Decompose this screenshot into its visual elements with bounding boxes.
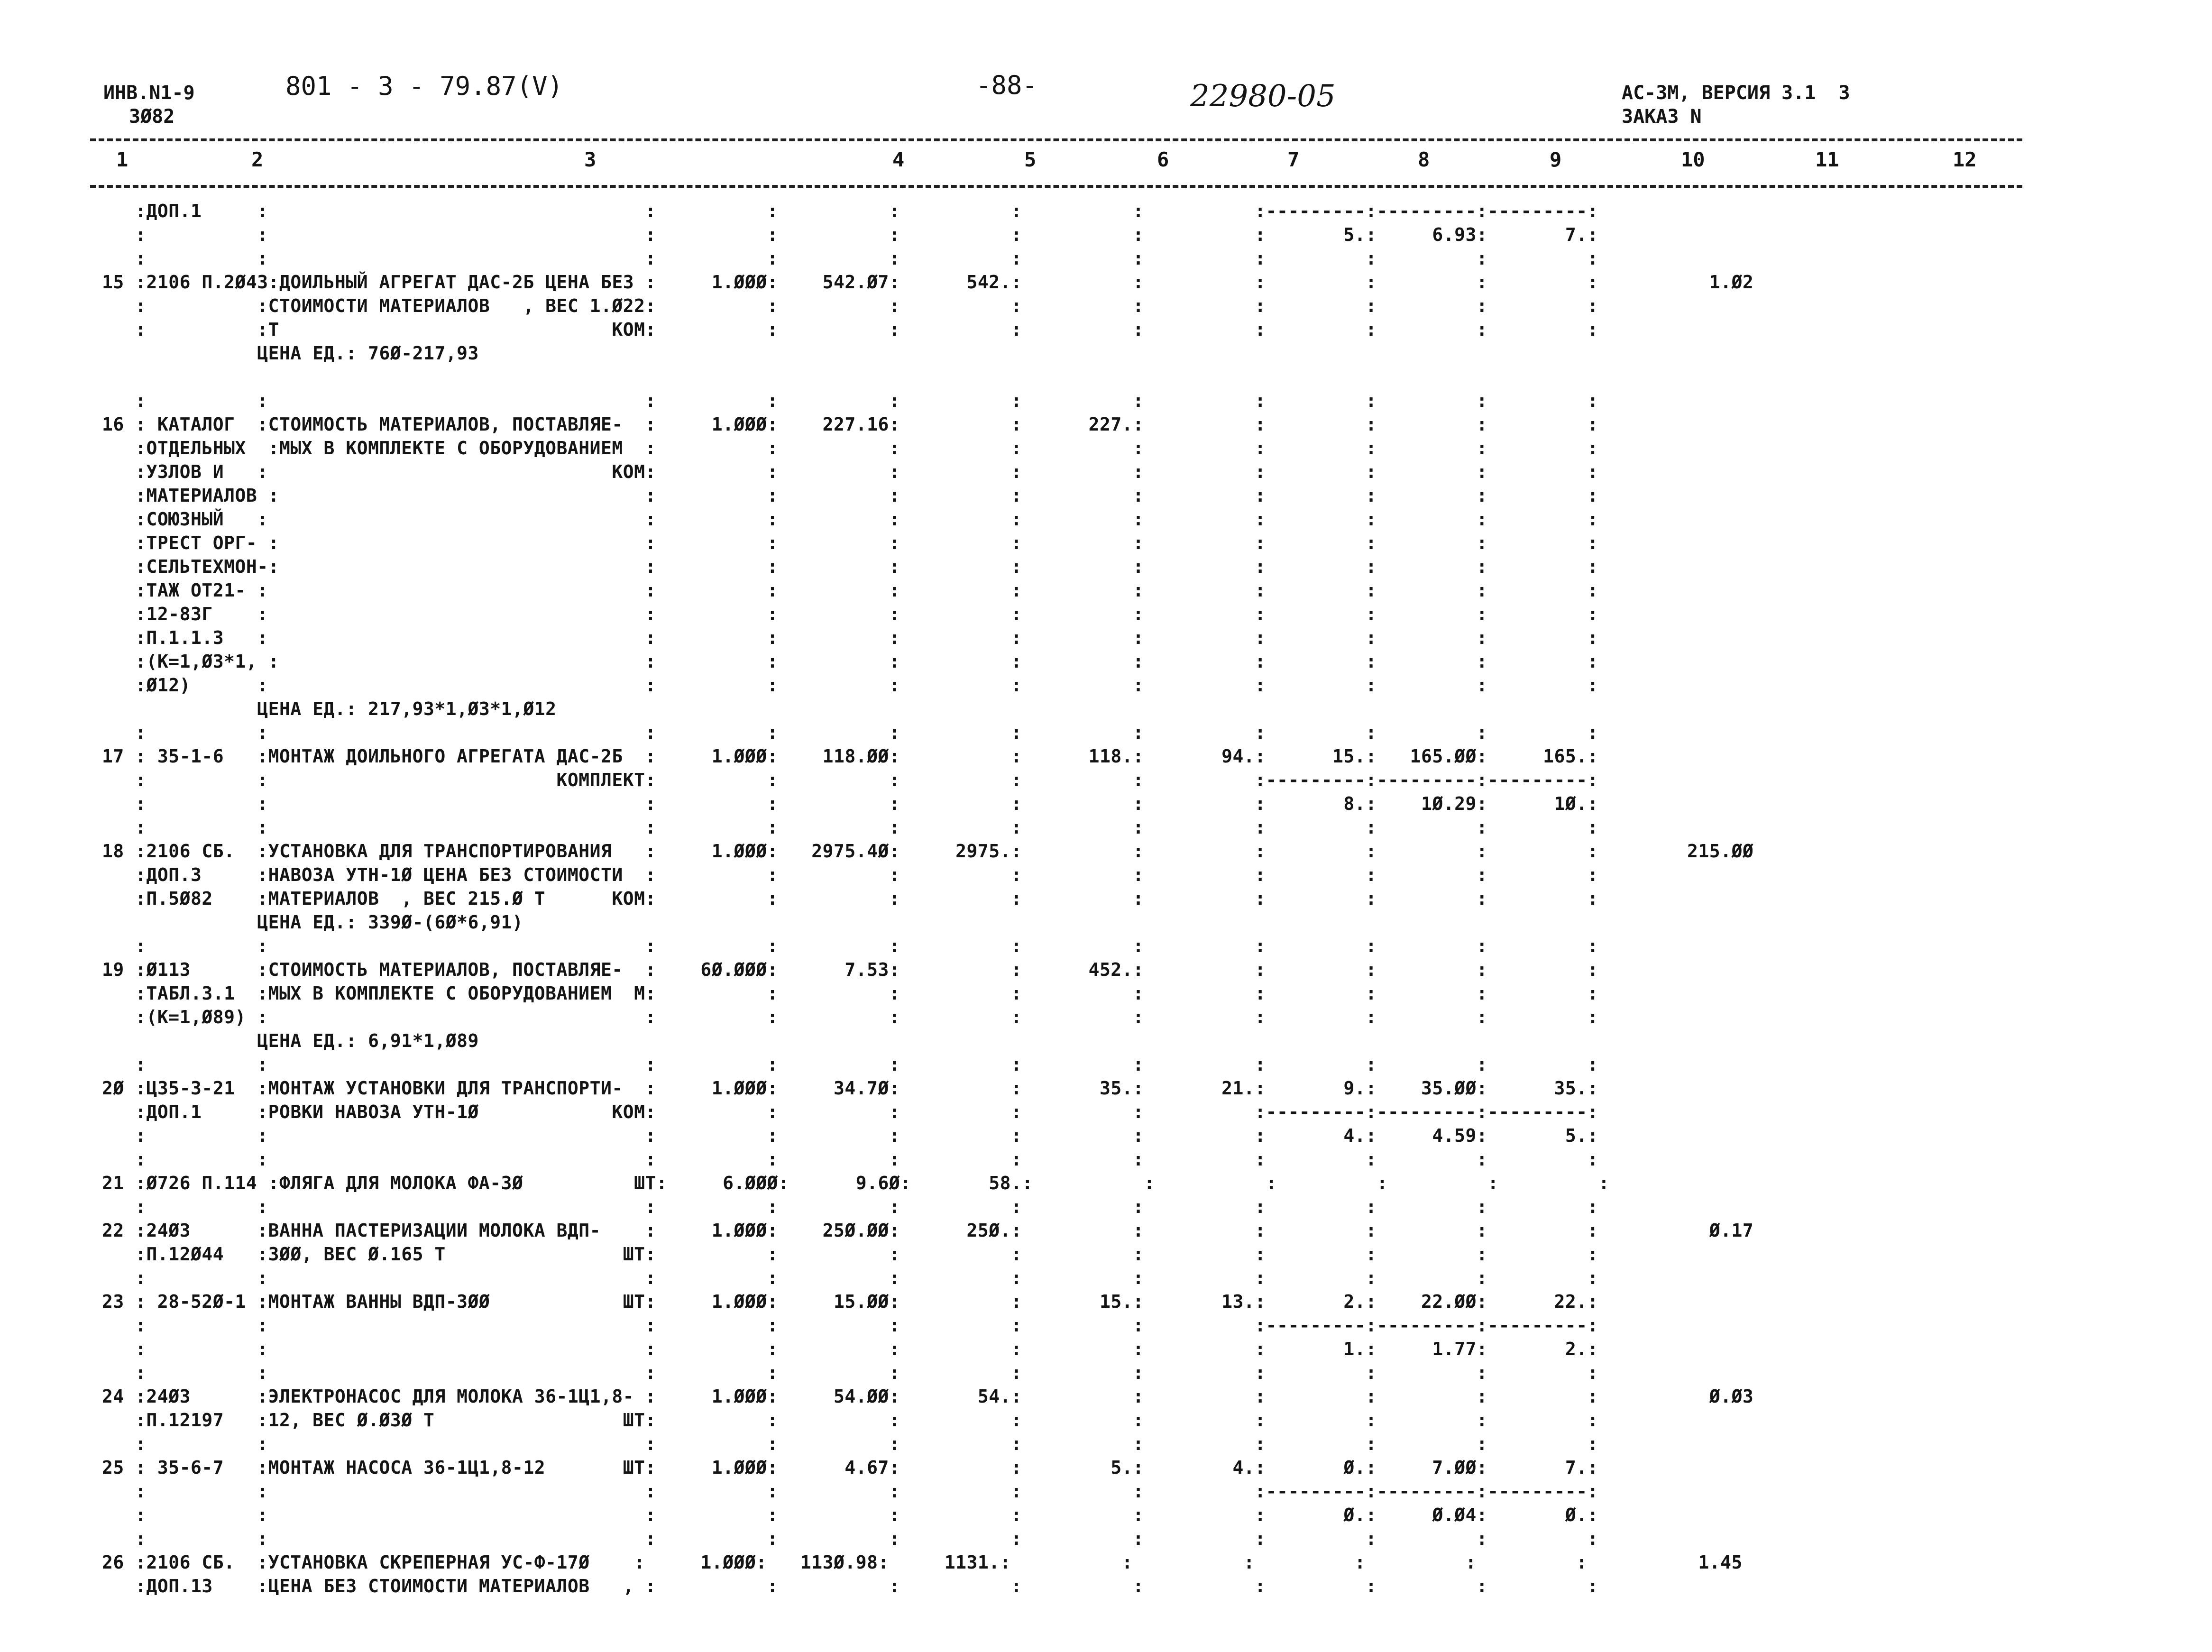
table-line: : : : : : : : : : : :: [102, 817, 1599, 838]
table-line: ЦЕНА ЕД.: 339Ø-(6Ø*6,91): [102, 912, 523, 933]
table-line: ЦЕНА ЕД.: 217,93*1,Ø3*1,Ø12: [102, 698, 557, 719]
table-line: : : : : : : : : 1.: 1.77: 2.:: [102, 1339, 1599, 1359]
table-line: :ТАЖ ОТ21- : : : : : : : : : :: [102, 580, 1599, 601]
table-line: : : : : : : : : 8.: 1Ø.29: 1Ø.:: [102, 793, 1599, 814]
table-line: 15 :2106 П.2Ø43:ДОИЛЬНЫЙ АГРЕГАТ ДАС-2Б ЦЕНА БЕЗ : 1.ØØØ: 542.Ø7: 542.: : : : : : 1.Ø2: [102, 272, 1754, 293]
table-line: :П.12Ø44 :3ØØ, ВЕС Ø.165 Т ШТ: : : : : : : : :: [102, 1244, 1599, 1265]
table-line: :ДОП.13 :ЦЕНА БЕЗ СТОИМОСТИ МАТЕРИАЛОВ , : : : : : : : : :: [102, 1576, 1599, 1597]
table-line: : : : : : : : : : : :: [102, 248, 1599, 269]
table-line: : : : : : : : : : : :: [102, 1528, 1599, 1549]
table-line: :МАТЕРИАЛОВ : : : : : : : : : :: [102, 485, 1599, 506]
table-line: : : : : : : : : 5.: 6.93: 7.:: [102, 224, 1599, 245]
table-line: 25 : 35-6-7 :МОНТАЖ НАСОСА 36-1Ц1,8-12 ШТ: 1.ØØØ: 4.67: : 5.: 4.: Ø.: 7.ØØ: 7.:: [102, 1457, 1599, 1478]
table-line: :ТАБЛ.3.1 :МЫХ В КОМПЛЕКТЕ С ОБОРУДОВАНИЕМ М: : : : : : : : :: [102, 983, 1599, 1004]
column-number: 12: [1953, 148, 1977, 171]
table-line: 22 :24Ø3 :ВАННА ПАСТЕРИЗАЦИИ МОЛОКА ВДП- : 1.ØØØ: 25Ø.ØØ: 25Ø.: : : : : : Ø.17: [102, 1220, 1754, 1241]
table-line: 18 :2106 СБ. :УСТАНОВКА ДЛЯ ТРАНСПОРТИРОВАНИЯ : 1.ØØØ: 2975.4Ø: 2975.: : : : : : 215.ØØ: [102, 841, 1754, 862]
column-number: 10: [1681, 148, 1705, 171]
top-rule: [90, 138, 2022, 141]
table-line: ЦЕНА ЕД.: 6,91*1,Ø89: [102, 1030, 479, 1051]
table-line: ЦЕНА ЕД.: 76Ø-217,93: [102, 343, 479, 364]
table-line: : : : : : : : : : : :: [102, 390, 1599, 411]
table-line: :ДОП.1 : : : : : : :---------:---------:---------:: [102, 201, 1599, 221]
table-line: : : : : : : : : : : :: [102, 936, 1599, 956]
table-line: :П.1.1.3 : : : : : : : : : :: [102, 627, 1599, 648]
table-line: : : : : : : : : : : :: [102, 722, 1599, 743]
table-line: 16 : КАТАЛОГ :СТОИМОСТЬ МАТЕРИАЛОВ, ПОСТАВЛЯЕ- : 1.ØØØ: 227.16: : 227.: : : : :: [102, 414, 1599, 435]
table-line: :(К=1,Ø3*1, : : : : : : : : : :: [102, 651, 1599, 672]
header-rule: [90, 185, 2022, 188]
column-number: 8: [1418, 148, 1430, 171]
column-number: 9: [1550, 148, 1562, 171]
program-version: АС-3М, ВЕРСИЯ 3.1 3: [1622, 82, 1850, 104]
table-line: : : : : : : : : : : :: [102, 1267, 1599, 1288]
table-line: :(К=1,Ø89) : : : : : : : : : :: [102, 1007, 1599, 1028]
column-number: 2: [251, 148, 264, 171]
table-line: : : : : : : : : : : :: [102, 1433, 1599, 1454]
table-line: : :СТОИМОСТИ МАТЕРИАЛОВ , ВЕС 1.Ø22: : : : : : : : :: [102, 295, 1599, 316]
table-line: : : : : : : : : 4.: 4.59: 5.:: [102, 1125, 1599, 1146]
table-line: 26 :2106 СБ. :УСТАНОВКА СКРЕПЕРНАЯ УС-Ф-17Ø : 1.ØØØ: 113Ø.98: 1131.: : : : : : 1.45: [102, 1552, 1743, 1573]
table-line: :ДОП.3 :НАВОЗА УТН-1Ø ЦЕНА БЕЗ СТОИМОСТИ : : : : : : : : :: [102, 864, 1599, 885]
inventory-number: 3Ø82: [129, 106, 175, 128]
table-line: 23 : 28-52Ø-1 :МОНТАЖ ВАННЫ ВДП-3ØØ ШТ: 1.ØØØ: 15.ØØ: : 15.: 13.: 2.: 22.ØØ: 22.:: [102, 1291, 1599, 1312]
table-line: 19 :Ø113 :СТОИМОСТЬ МАТЕРИАЛОВ, ПОСТАВЛЯЕ- : 6Ø.ØØØ: 7.53: : 452.: : : : :: [102, 959, 1599, 980]
order-label: ЗАКАЗ N: [1622, 106, 1702, 128]
table-line: : : : : : : : : : : :: [102, 1149, 1599, 1170]
handwritten-project-code: 22980-05: [1190, 79, 1336, 114]
table-line: : : : : : : : : : : :: [102, 1054, 1599, 1075]
table-line: :Ø12) : : : : : : : : : :: [102, 675, 1599, 696]
table-line: : : : : : : : : : : :: [102, 1362, 1599, 1383]
table-line: : : : : : : : :---------:---------:---------:: [102, 1481, 1599, 1502]
table-line: 17 : 35-1-6 :МОНТАЖ ДОИЛЬНОГО АГРЕГАТА ДАС-2Б : 1.ØØØ: 118.ØØ: : 118.: 94.: 15.: 165.ØØ: 165.:: [102, 746, 1599, 767]
table-line: 21 :Ø726 П.114 :ФЛЯГА ДЛЯ МОЛОКА ФА-3Ø ШТ: 6.ØØØ: 9.6Ø: 58.: : : : : :: [102, 1173, 1610, 1193]
column-number: 5: [1024, 148, 1037, 171]
column-number: 11: [1815, 148, 1839, 171]
table-line: :СОЮЗНЫЙ : : : : : : : : : :: [102, 509, 1599, 530]
column-number: 4: [892, 148, 905, 171]
table-line: : : : : : : : : : : :: [102, 1196, 1599, 1217]
table-line: :12-83Г : : : : : : : : : :: [102, 604, 1599, 624]
table-line: :ТРЕСТ ОРГ- : : : : : : : : : :: [102, 532, 1599, 553]
column-number: 7: [1287, 148, 1300, 171]
table-line: : : КОМПЛЕКТ: : : : : :---------:---------:---------:: [102, 770, 1599, 790]
document-code: 801 - 3 - 79.87(V): [285, 71, 563, 101]
table-line: : :Т КОМ: : : : : : : : :: [102, 319, 1599, 340]
column-number: 6: [1157, 148, 1169, 171]
table-line: 2Ø :Ц35-3-21 :МОНТАЖ УСТАНОВКИ ДЛЯ ТРАНСПОРТИ- : 1.ØØØ: 34.7Ø: : 35.: 21.: 9.: 35.ØØ: 35.:: [102, 1078, 1599, 1099]
table-line: :УЗЛОВ И : КОМ: : : : : : : : :: [102, 461, 1599, 482]
inventory-label: ИНВ.N1-9: [103, 82, 195, 104]
column-number: 1: [116, 148, 128, 171]
table-line: 24 :24Ø3 :ЭЛЕКТРОНАСОС ДЛЯ МОЛОКА 36-1Ц1,8- : 1.ØØØ: 54.ØØ: 54.: : : : : : Ø.Ø3: [102, 1386, 1754, 1407]
column-number: 3: [584, 148, 597, 171]
table-line: :ОТДЕЛЬНЫХ :МЫХ В КОМПЛЕКТЕ С ОБОРУДОВАНИЕМ : : : : : : : : :: [102, 438, 1599, 459]
column-header-row: [0, 148, 2212, 176]
table-line: : : : : : : : : Ø.: Ø.Ø4: Ø.:: [102, 1505, 1599, 1525]
table-line: :П.12197 :12, ВЕС Ø.Ø3Ø Т ШТ: : : : : : : : :: [102, 1410, 1599, 1431]
table-line: : : : : : : : :---------:---------:---------:: [102, 1315, 1599, 1336]
table-line: :П.5Ø82 :МАТЕРИАЛОВ , ВЕС 215.Ø Т КОМ: : : : : : : : :: [102, 888, 1599, 909]
table-line: :ДОП.1 :РОВКИ НАВОЗА УТН-1Ø КОМ: : : : : :---------:---------:---------:: [102, 1101, 1599, 1122]
page-number: -88-: [976, 70, 1038, 100]
table-line: :СЕЛЬТЕХМОН-: : : : : : : : : :: [102, 556, 1599, 577]
